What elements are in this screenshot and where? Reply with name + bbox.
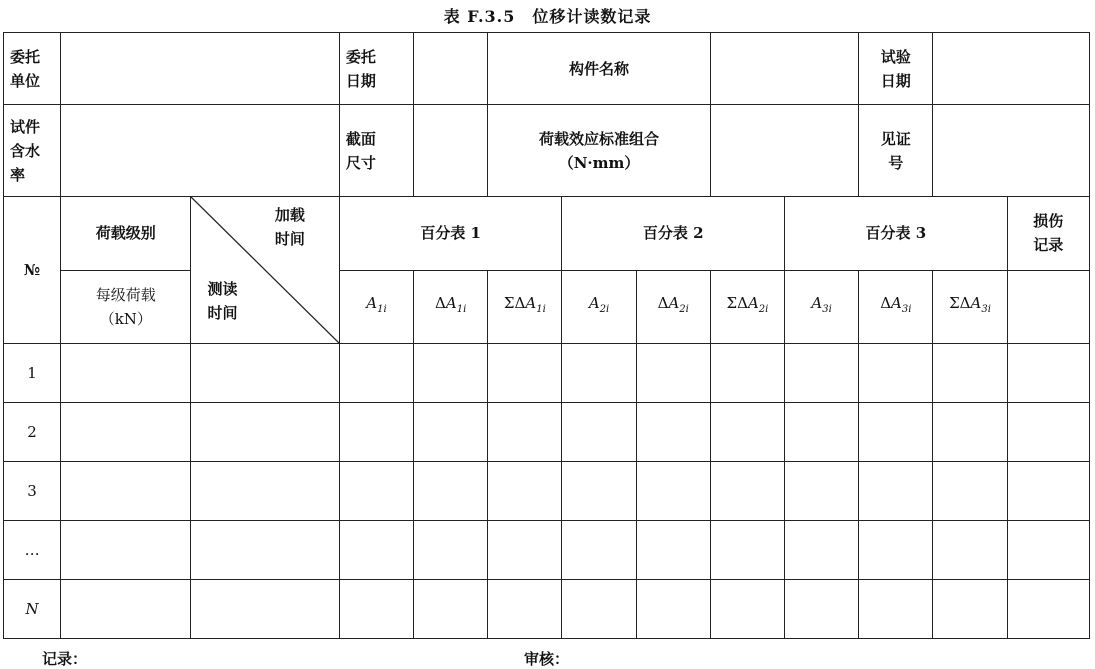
load-level-header: 荷载级别 [61, 197, 191, 271]
gauge2-header: 百分表 2 [562, 197, 785, 271]
diagonal-header-cell [191, 197, 339, 344]
entry-cell[interactable] [61, 344, 191, 403]
gauge-subheader [488, 270, 562, 344]
test-date-label: 试验 日期 [859, 33, 933, 105]
damage-header: 损伤 记录 [1007, 197, 1089, 271]
client-unit-label: 委托 单位 [4, 33, 61, 105]
entry-cell[interactable] [414, 462, 488, 521]
entry-cell[interactable] [414, 403, 488, 462]
entry-cell[interactable] [562, 462, 636, 521]
table-row [4, 521, 1090, 580]
entry-cell[interactable] [191, 344, 339, 403]
entry-cell[interactable] [562, 344, 636, 403]
read-time-header: 测读 时间 [207, 280, 238, 322]
table-row [4, 344, 1090, 403]
symbol-label: $\Delta A_{1i}$ [435, 294, 467, 316]
symbol-label: $\Sigma\Delta A_{1i}$ [503, 294, 546, 316]
entry-cell[interactable] [859, 403, 933, 462]
entry-cell[interactable] [339, 462, 413, 521]
row-number: 1 [4, 344, 61, 403]
entry-cell[interactable] [785, 344, 859, 403]
entry-cell[interactable] [785, 580, 859, 639]
entry-cell[interactable] [933, 403, 1007, 462]
symbol-label: $A_{3i}$ [811, 294, 832, 316]
record-table [3, 32, 1090, 639]
entry-cell[interactable] [339, 344, 413, 403]
entry-cell[interactable] [1007, 403, 1089, 462]
symbol-label: $A_{2i}$ [588, 294, 610, 316]
entry-cell[interactable] [61, 462, 191, 521]
gauge-subheader [562, 270, 636, 344]
entry-cell[interactable] [859, 521, 933, 580]
entry-cell[interactable] [933, 521, 1007, 580]
load-time-header: 加载 时间 [274, 206, 305, 248]
entry-cell[interactable] [710, 580, 784, 639]
entry-cell[interactable] [488, 462, 562, 521]
entry-cell[interactable] [1007, 580, 1089, 639]
gauge-subheader [636, 270, 710, 344]
gauge3-header: 百分表 3 [785, 197, 1008, 271]
symbol-label: $\Delta A_{3i}$ [880, 294, 912, 316]
entry-cell[interactable] [710, 403, 784, 462]
entry-cell[interactable] [562, 403, 636, 462]
table-title: 表 F.3.5 位移计读数记录 [443, 7, 652, 26]
row-number: 2 [4, 403, 61, 462]
entry-cell[interactable] [636, 580, 710, 639]
no-header: № [4, 197, 61, 344]
row-number: N [4, 580, 61, 639]
entry-cell[interactable] [61, 403, 191, 462]
entry-cell[interactable] [859, 462, 933, 521]
gauge-subheader [414, 270, 488, 344]
row-number: … [4, 521, 61, 580]
component-name-label: 构件名称 [488, 33, 711, 105]
entry-cell[interactable] [1007, 344, 1089, 403]
section-size-label: 截面 尺寸 [339, 105, 413, 197]
entry-cell[interactable] [710, 521, 784, 580]
entry-cell[interactable] [191, 462, 339, 521]
table-row [4, 403, 1090, 462]
entry-cell[interactable] [191, 580, 339, 639]
entry-cell[interactable] [636, 521, 710, 580]
entry-cell[interactable] [636, 403, 710, 462]
entry-cell[interactable] [191, 521, 339, 580]
gauge-subheader [859, 270, 933, 344]
gauge1-header: 百分表 1 [339, 197, 562, 271]
section-size-value[interactable] [414, 105, 488, 197]
entry-cell[interactable] [488, 344, 562, 403]
entry-cell[interactable] [859, 344, 933, 403]
entry-cell[interactable] [488, 580, 562, 639]
gauge-subheader [785, 270, 859, 344]
load-combo-value[interactable] [710, 105, 858, 197]
table-row [4, 580, 1090, 639]
entry-cell[interactable] [636, 462, 710, 521]
entry-cell[interactable] [339, 403, 413, 462]
entry-cell[interactable] [785, 462, 859, 521]
symbol-label: $A_{1i}$ [366, 294, 387, 316]
gauge-subheader [710, 270, 784, 344]
entry-cell[interactable] [414, 521, 488, 580]
symbol-label: $\Delta A_{2i}$ [657, 294, 689, 316]
entry-cell[interactable] [488, 521, 562, 580]
entry-cell[interactable] [191, 403, 339, 462]
load-combo-label: 荷载效应标准组合 （N·mm） [488, 105, 711, 197]
entry-cell[interactable] [933, 580, 1007, 639]
entry-cell[interactable] [710, 344, 784, 403]
moisture-value[interactable] [61, 105, 340, 197]
test-date-value[interactable] [933, 33, 1090, 105]
entry-cell[interactable] [933, 344, 1007, 403]
row-number: 3 [4, 462, 61, 521]
table-row [4, 462, 1090, 521]
component-name-value[interactable] [710, 33, 858, 105]
per-load-header: 每级荷载 （kN） [61, 270, 191, 344]
entry-cell[interactable] [414, 344, 488, 403]
entry-cell[interactable] [859, 580, 933, 639]
entry-cell[interactable] [61, 521, 191, 580]
client-date-label: 委托 日期 [339, 33, 413, 105]
client-date-value[interactable] [414, 33, 488, 105]
symbol-label: $\Sigma\Delta A_{3i}$ [949, 294, 991, 316]
entry-cell[interactable] [710, 462, 784, 521]
symbol-label: $\Sigma\Delta A_{2i}$ [726, 294, 769, 316]
entry-cell[interactable] [339, 580, 413, 639]
client-unit-value[interactable] [61, 33, 340, 105]
gauge-subheader [933, 270, 1007, 344]
reviewer-label: 审核： [524, 650, 570, 668]
moisture-label: 试件 含水 率 [4, 105, 61, 197]
entry-cell[interactable] [785, 403, 859, 462]
entry-cell[interactable] [1007, 462, 1089, 521]
entry-cell[interactable] [339, 521, 413, 580]
gauge-subheader [339, 270, 413, 344]
damage-subheader-empty [1007, 270, 1089, 344]
recorder-label: 记录： [42, 650, 88, 668]
entry-cell[interactable] [562, 580, 636, 639]
entry-cell[interactable] [1007, 521, 1089, 580]
entry-cell[interactable] [933, 462, 1007, 521]
entry-cell[interactable] [562, 521, 636, 580]
entry-cell[interactable] [636, 344, 710, 403]
entry-cell[interactable] [488, 403, 562, 462]
witness-no-label: 见证 号 [859, 105, 933, 197]
entry-cell[interactable] [61, 580, 191, 639]
entry-cell[interactable] [414, 580, 488, 639]
witness-no-value[interactable] [933, 105, 1090, 197]
entry-cell[interactable] [785, 521, 859, 580]
